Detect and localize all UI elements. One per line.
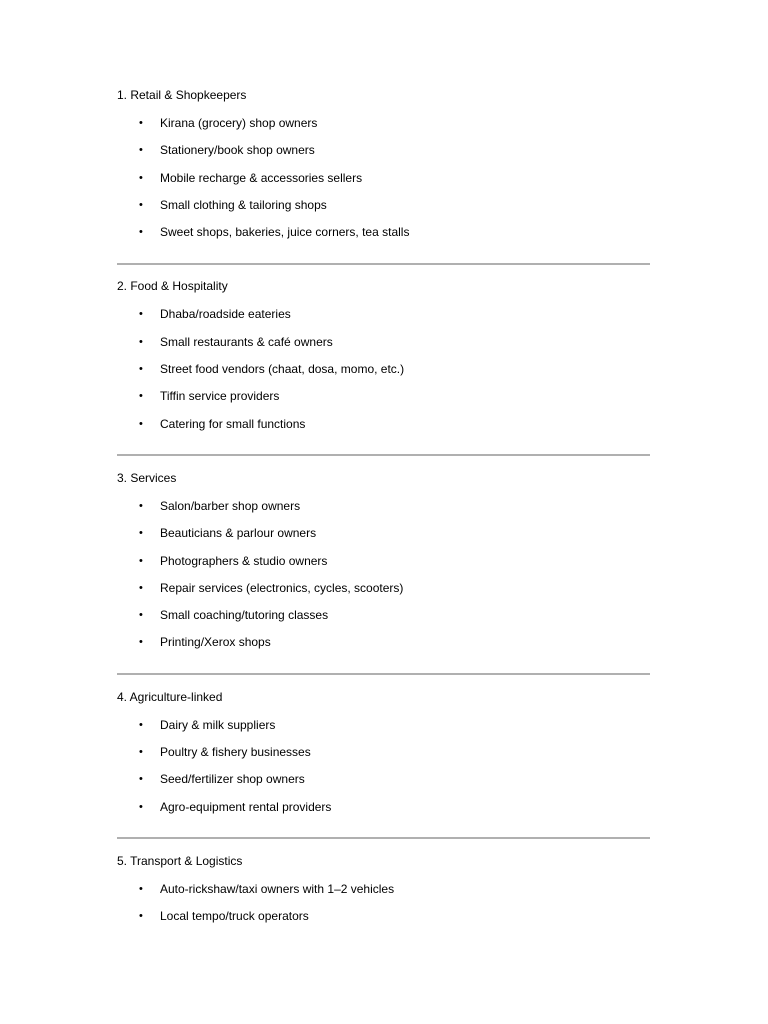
divider-wrapper — [117, 661, 650, 688]
bullet-list — [117, 880, 650, 935]
bullet-icon: • — [139, 636, 143, 649]
list-item-text: Beauticians & parlour owners — [160, 526, 317, 541]
list-item — [117, 880, 650, 907]
list-item — [117, 606, 650, 633]
section-heading: 5. Transport & Logistics — [117, 853, 243, 868]
list-item — [117, 497, 650, 524]
list-item-text: Seed/fertilizer shop owners — [160, 772, 305, 787]
list-item-text: Dhaba/roadside eateries — [160, 307, 291, 322]
section-services — [117, 469, 650, 661]
bullet-icon: • — [139, 800, 143, 813]
list-item-text: Stationery/book shop owners — [160, 143, 315, 158]
section-transport-logistics — [117, 852, 650, 935]
bullet-icon: • — [139, 226, 143, 239]
bullet-icon: • — [139, 417, 143, 430]
list-item-text: Dairy & milk suppliers — [160, 717, 276, 732]
bullet-icon: • — [139, 910, 143, 923]
list-item-text: Street food vendors (chaat, dosa, momo, etc.) — [160, 362, 405, 377]
list-item-text: Catering for small functions — [160, 416, 306, 431]
divider-wrapper — [117, 825, 650, 852]
list-item-text: Printing/Xerox shops — [160, 635, 271, 650]
list-item-text: Local tempo/truck operators — [160, 909, 309, 924]
list-item-text: Small coaching/tutoring classes — [160, 608, 329, 623]
list-item-text: Photographers & studio owners — [160, 553, 328, 568]
section-heading: 2. Food & Hospitality — [117, 279, 228, 294]
bullet-icon: • — [139, 171, 143, 184]
section-divider — [117, 263, 650, 265]
bullet-icon: • — [139, 117, 143, 129]
bullet-icon: • — [139, 581, 143, 594]
document-page — [117, 86, 650, 935]
list-item-text: Kirana (grocery) shop owners — [160, 116, 318, 130]
bullet-icon: • — [139, 527, 143, 540]
bullet-icon: • — [139, 390, 143, 403]
divider-wrapper — [117, 442, 650, 469]
list-item — [117, 305, 650, 332]
bullet-icon: • — [139, 363, 143, 376]
list-item-text: Poultry & fishery businesses — [160, 745, 311, 760]
section-heading: 1. Retail & Shopkeepers — [117, 88, 247, 102]
section-heading: 3. Services — [117, 470, 177, 485]
list-item — [117, 196, 650, 223]
bullet-icon: • — [139, 198, 143, 211]
list-item — [117, 552, 650, 579]
bullet-icon: • — [139, 718, 143, 731]
section-divider — [117, 837, 650, 839]
list-item — [117, 524, 650, 551]
bullet-icon: • — [139, 746, 143, 759]
bullet-icon: • — [139, 499, 143, 512]
bullet-icon: • — [139, 773, 143, 786]
list-item — [117, 141, 650, 168]
list-item-text: Mobile recharge & accessories sellers — [160, 170, 363, 185]
list-item — [117, 387, 650, 414]
bullet-icon: • — [139, 308, 143, 321]
bullet-list — [117, 305, 650, 441]
bullet-list — [117, 114, 650, 250]
list-item — [117, 907, 650, 934]
list-item — [117, 633, 650, 660]
list-item-text: Salon/barber shop owners — [160, 498, 301, 513]
section-divider — [117, 454, 650, 456]
bullet-list — [117, 497, 650, 661]
list-item-text: Tiffin service providers — [160, 389, 280, 404]
list-item-text: Agro-equipment rental providers — [160, 799, 332, 814]
section-agriculture-linked — [117, 688, 650, 825]
list-item — [117, 169, 650, 196]
list-item — [117, 360, 650, 387]
list-item-text: Repair services (electronics, cycles, scooters) — [160, 580, 404, 595]
list-item-text: Sweet shops, bakeries, juice corners, tea stalls — [160, 225, 410, 240]
bullet-icon: • — [139, 144, 143, 157]
list-item — [117, 333, 650, 360]
divider-wrapper — [117, 250, 650, 277]
bullet-icon: • — [139, 335, 143, 348]
list-item-text: Small restaurants & café owners — [160, 334, 333, 349]
list-item-text: Small clothing & tailoring shops — [160, 197, 327, 212]
section-divider — [117, 673, 650, 675]
list-item — [117, 579, 650, 606]
bullet-list — [117, 716, 650, 825]
list-item — [117, 716, 650, 743]
bullet-icon: • — [139, 609, 143, 622]
list-item — [117, 770, 650, 797]
list-item — [117, 114, 650, 141]
list-item — [117, 798, 650, 825]
section-retail-shopkeepers — [117, 86, 650, 250]
bullet-icon: • — [139, 882, 143, 895]
section-food-hospitality — [117, 277, 650, 441]
list-item — [117, 223, 650, 250]
list-item — [117, 415, 650, 442]
section-heading: 4. Agriculture-linked — [117, 689, 223, 704]
list-item — [117, 743, 650, 770]
bullet-icon: • — [139, 554, 143, 567]
list-item-text: Auto-rickshaw/taxi owners with 1–2 vehicles — [160, 881, 395, 896]
